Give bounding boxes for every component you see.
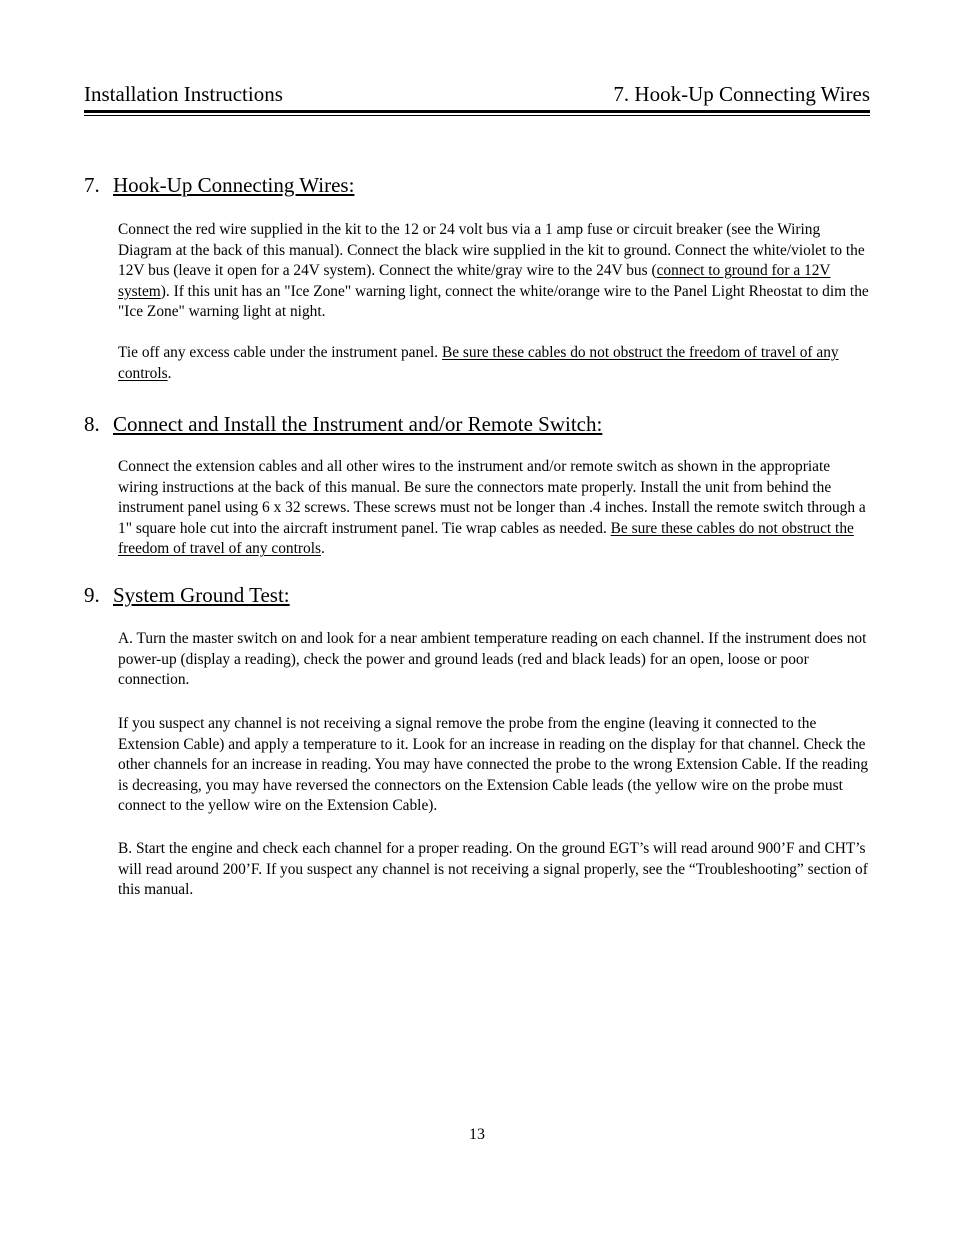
text-run: ). If this unit has an "Ice Zone" warning light, connect the white/orange wire to the Panel Light Rheostat to dim the "Ice Zone" warning light at night. [118,282,869,321]
header-rule-thick [84,110,870,113]
section-number: 8. [84,412,100,436]
section-9-heading [84,582,290,608]
header-rule-thin [84,115,870,116]
section-7-paragraph-2 [118,343,870,384]
text-run: Connect the extension cables and all other wires to the instrument and/or remote switch as shown in the appropriate wiring instructions at the back of this manual. Be sure the connectors mate properly. Install the unit from behind the instrument panel using 6 x 32 screws. These screws must not be longer than .4 inches. Install the remote switch through a 1" square hole cut into the aircraft instrument panel. Tie wrap cables as needed. [118,458,866,537]
underlined-text-run: connect to ground for a 12V system [118,262,831,300]
page-number: 13 [469,1126,485,1143]
text-run: A. Turn the master switch on and look for a near ambient temperature reading on each channel. If the instrument does not power-up (display a reading), check the power and ground leads (red and black leads) for an open, loose or poor connection. [118,630,867,689]
text-run: . [321,540,325,558]
text-run: . [167,364,172,382]
text-run: If you suspect any channel is not receiving a signal remove the probe from the engine (leaving it connected to the Extension Cable) and apply a temperature to it. Look for an increase in reading on the display for that channel. Check the other channels for an increase in reading. You may have connected the probe to the wrong Extension Cable. If the reading is decreasing, you may have reversed the connectors on the Extension Cable leads (the yellow wire on the probe must connect to the yellow wire on the Extension Cable). [118,715,869,815]
text-run: Connect the red wire supplied in the kit to the 12 or 24 volt bus via a 1 amp fuse or circuit breaker (see the Wiring Diagram at the back of this manual). Connect the black wire supplied in the kit to ground. Connect the white/violet to the 12V bus (leave it open for a 24V system). Connect the white/gray wire to the 24V bus ( [118,221,865,280]
section-number: 7. [84,173,100,197]
section-9-paragraph-2 [118,714,870,817]
text-run: B. Start the engine and check each channel for a proper reading. On the ground EGT’s will read around 900’F and CHT’s will read around 200’F. If you suspect any channel is not receiving a signal properly, see the “Troubleshooting” section of this manual. [118,840,868,899]
text-run: Tie off any excess cable under the instrument panel. [118,344,442,361]
section-9-paragraph-b [118,839,870,901]
section-title: System Ground Test: [113,583,290,607]
section-7-paragraph-1 [118,220,870,323]
section-number: 9. [84,583,100,607]
header-section-title: 7. Hook-Up Connecting Wires [613,82,870,106]
header-bar [84,80,870,108]
underlined-text-run: Be sure these cables do not obstruct the freedom of travel of any controls [118,344,839,382]
underlined-text-run: Be sure these cables do not obstruct the freedom of travel of any controls [118,519,854,558]
section-9-paragraph-a [118,629,870,691]
section-8-heading [84,411,602,437]
section-title: Hook-Up Connecting Wires: [113,173,355,197]
header-document-title: Installation Instructions [84,82,283,106]
section-title: Connect and Install the Instrument and/or Remote Switch: [113,412,603,436]
section-8-paragraph-1 [118,457,870,560]
section-7-heading [84,172,354,198]
